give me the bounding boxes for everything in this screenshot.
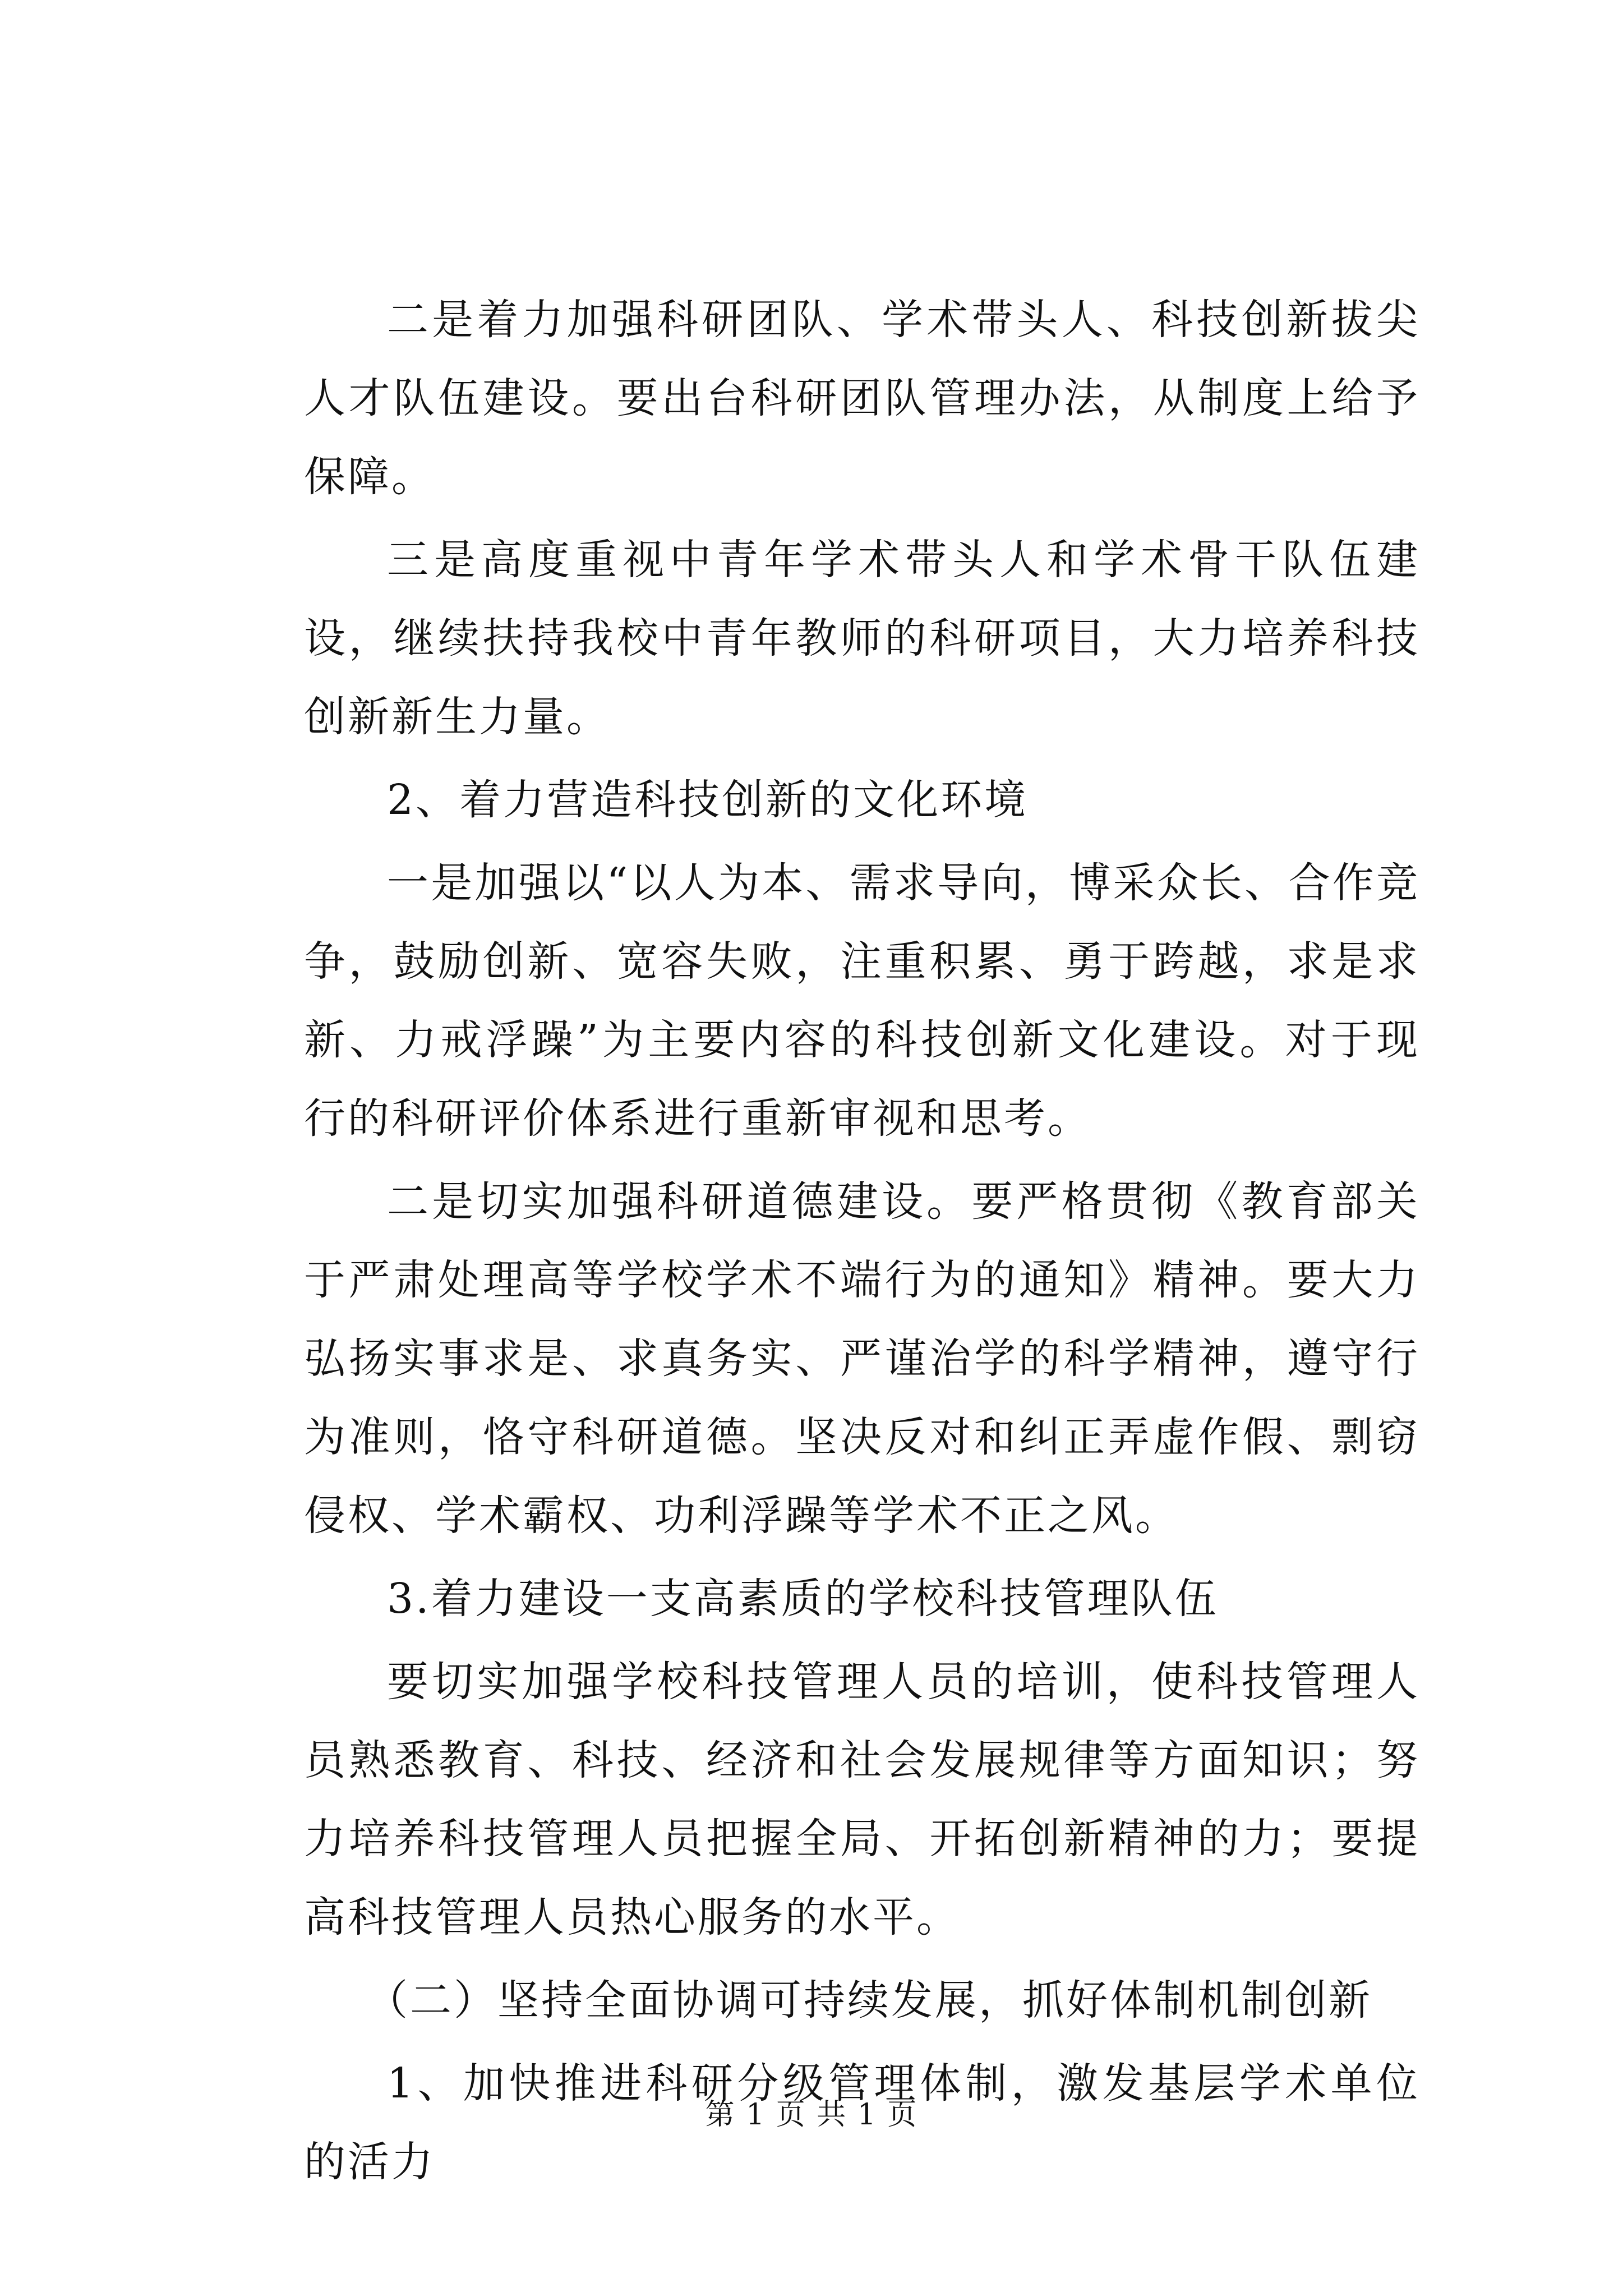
paragraph-young-leaders: 三是高度重视中青年学术带头人和学术骨干队伍建设，继续扶持我校中青年教师的科研项目，大力培养科技创新新生力量。 — [304, 536, 1420, 741]
paragraph-management-training: 要切实加强学校科技管理人员的培训，使科技管理人员熟悉教育、科技、经济和社会发展规律等方面知识；努力培养科技管理人员把握全局、开拓创新精神的力；要提高科技管理人员热心服务的水平。 — [304, 1658, 1420, 1941]
paragraph-culture-building: 一是加强以“以人为本、需求导向，博采众长、合作竞争，鼓励创新、宽容失败，注重积累、勇于跨越，求是求新、力戒浮躁”为主要内容的科技创新文化建设。对于现行的科研评价体系进行重新审视和思考。 — [304, 859, 1420, 1143]
page-footer: 第 1 页 共 1 页 — [705, 2098, 918, 2132]
document-body — [304, 280, 1420, 2201]
paragraph-research-team: 二是着力加强科研团队、学术带头人、科技创新拔尖人才队伍建设。要出台科研团队管理办法，从制度上给予保障。 — [304, 296, 1420, 501]
heading-section-two: （二）坚持全面协调可持续发展，抓好体制机制创新 — [366, 1976, 1372, 2024]
heading-tiered-management: 1、加快推进科研分级管理体制，激发基层学术单位的活力 — [304, 2059, 1420, 2186]
heading-management-team: 3.着力建设一支高素质的学校科技管理队伍 — [387, 1575, 1219, 1623]
heading-innovation-culture: 2、着力营造科技创新的文化环境 — [387, 776, 1029, 824]
paragraph-research-ethics: 二是切实加强科研道德建设。要严格贯彻《教育部关于严肃处理高等学校学术不端行为的通知》精神。要大力弘扬实事求是、求真务实、严谨治学的科学精神，遵守行为准则，恪守科研道德。坚决反对和纠正弄虚作假、剽窃侵权、学术霸权、功利浮躁等学术不正之风。 — [304, 1177, 1420, 1540]
